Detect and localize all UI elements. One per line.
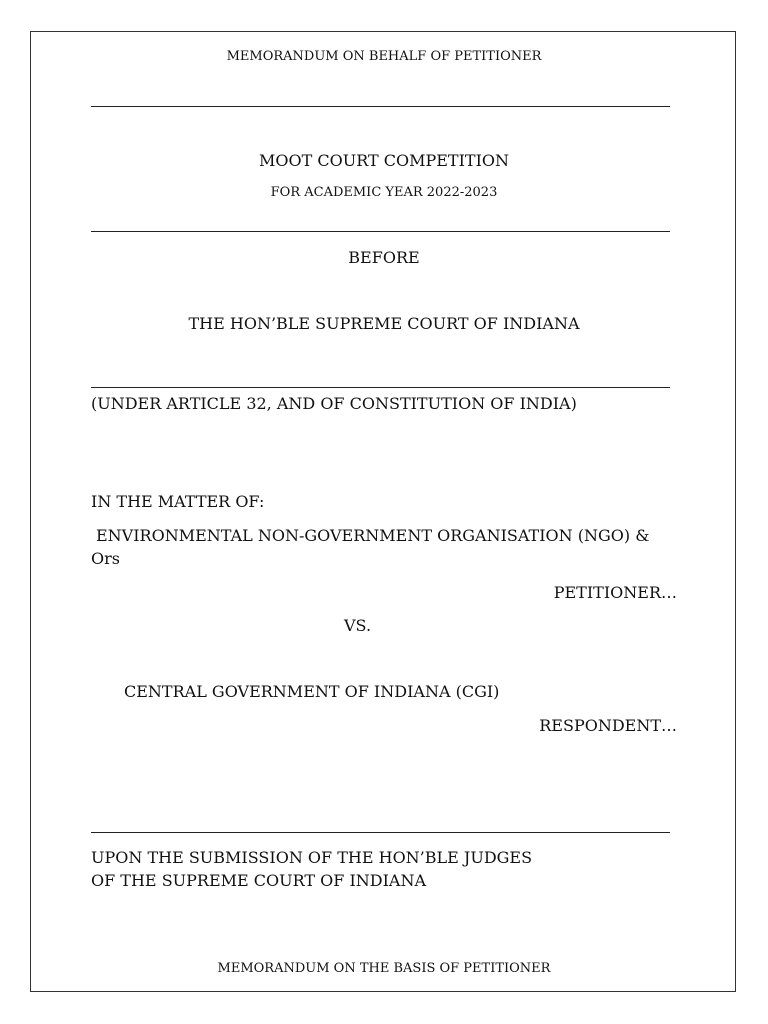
divider-line <box>91 106 670 107</box>
submission-line-1: UPON THE SUBMISSION OF THE HON’BLE JUDGES <box>91 848 533 867</box>
versus-label: VS. <box>344 616 372 635</box>
divider-line <box>91 832 670 833</box>
footer-title: MEMORANDUM ON THE BASIS OF PETITIONER <box>217 961 551 976</box>
submission-line-2: OF THE SUPREME COURT OF INDIANA <box>91 871 427 890</box>
header-title: MEMORANDUM ON BEHALF OF PETITIONER <box>226 49 542 64</box>
academic-year: FOR ACADEMIC YEAR 2022-2023 <box>270 185 498 200</box>
divider-line <box>91 231 670 232</box>
court-name: THE HON’BLE SUPREME COURT OF INDIANA <box>188 314 580 333</box>
before-label: BEFORE <box>348 248 420 267</box>
petitioner-name: ENVIRONMENTAL NON-GOVERNMENT ORGANISATION (NGO) & Ors <box>91 526 650 568</box>
competition-name: MOOT COURT COMPETITION <box>258 151 510 170</box>
respondent-name: CENTRAL GOVERNMENT OF INDIANA (CGI) <box>124 682 500 701</box>
matter-heading: IN THE MATTER OF: <box>91 492 265 511</box>
respondent-label: RESPONDENT… <box>539 716 677 735</box>
article-reference: (UNDER ARTICLE 32, AND OF CONSTITUTION OF INDIA) <box>91 394 577 413</box>
petitioner-label: PETITIONER… <box>553 583 677 602</box>
divider-line <box>91 387 670 388</box>
